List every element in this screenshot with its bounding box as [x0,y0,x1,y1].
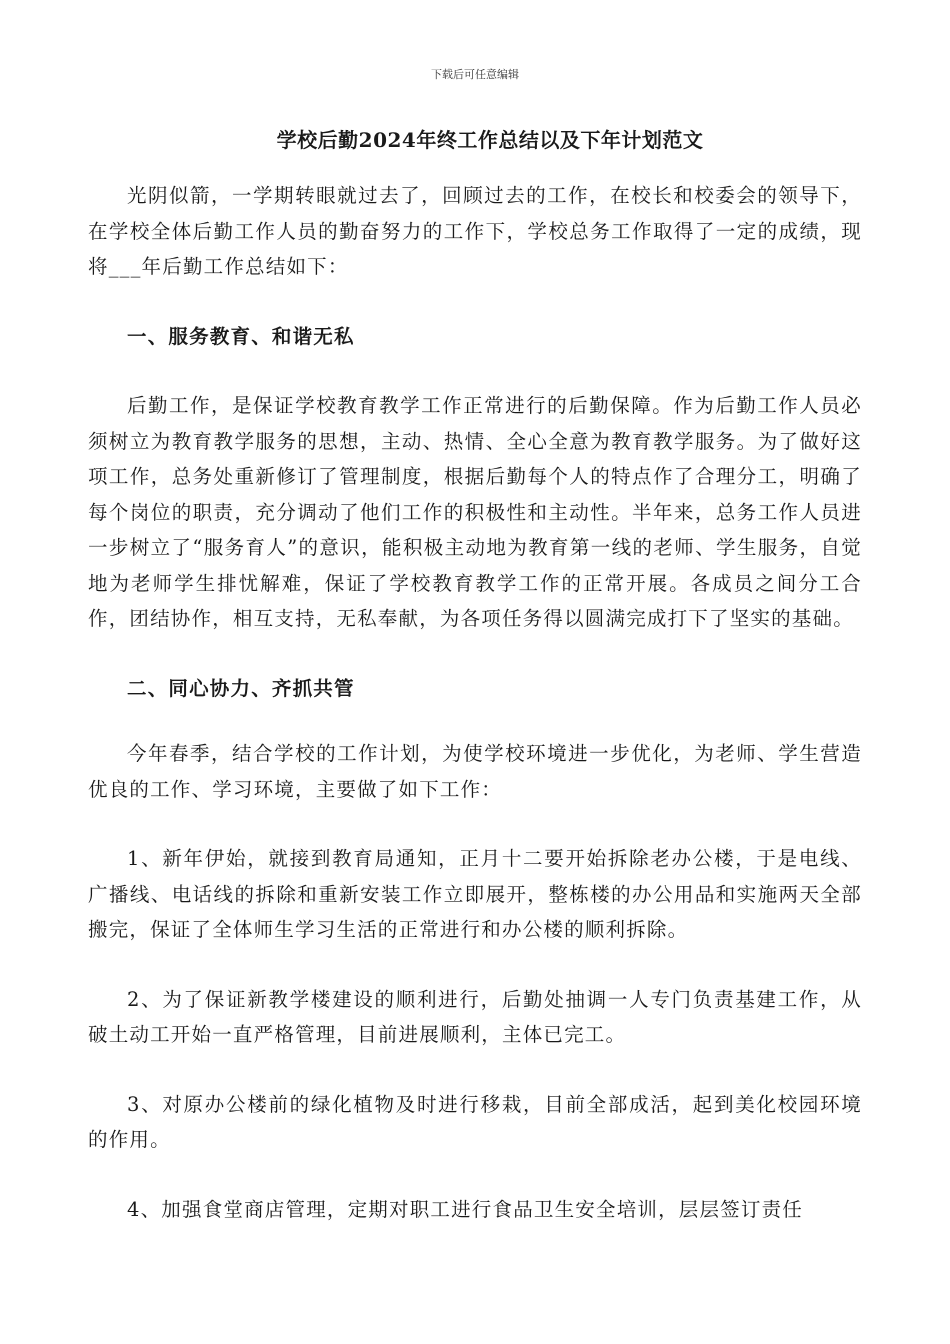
header-note: 下载后可任意编辑 [431,68,519,81]
section-1-paragraph: 后勤工作，是保证学校教育教学工作正常进行的后勤保障。作为后勤工作人员必须树立为教育教学服务的思想，主动、热情、全心全意为教育教学服务。为了做好这项工作，总务处重新修订了管理制度，根据后勤每个人的特点作了合理分工，明确了每个岗位的职责，充分调动了他们工作的积极性和主动性。半年来，总务工作人员进一步树立了“服务育人”的意识，能积极主动地为教育第一线的老师、学生服务，自觉地为老师学生排忧解难，保证了学校教育教学工作的正常开展。各成员之间分工合作，团结协作，相互支持，无私奉献，为各项任务得以圆满完成打下了坚实的基础。 [88,394,862,630]
list-item-1: 1、新年伊始，就接到教育局通知，正月十二要开始拆除老办公楼，于是电线、广播线、电话线的拆除和重新安装工作立即展开，整栋楼的办公用品和实施两天全部搬完，保证了全体师生学习生活的正常进行和办公楼的顺利拆除。 [88,847,862,941]
intro-paragraph: 光阴似箭，一学期转眼就过去了，回顾过去的工作，在校长和校委会的领导下，在学校全体后勤工作人员的勤奋努力的工作下，学校总务工作取得了一定的成绩，现将___年后勤工作总结如下： [88,184,862,278]
document-body [88,178,862,1227]
list-item-4: 4、加强食堂商店管理，定期对职工进行食品卫生安全培训，层层签订责任 [127,1197,804,1221]
section-2-heading: 二、同心协力、齐抓共管 [127,676,355,700]
list-item-2: 2、为了保证新教学楼建设的顺利进行，后勤处抽调一人专门负责基建工作，从破土动工开始一直严格管理，目前进展顺利，主体已完工。 [88,987,862,1046]
section-2-intro: 今年春季，结合学校的工作计划，为使学校环境进一步优化，为老师、学生营造优良的工作、学习环境，主要做了如下工作： [88,742,862,801]
section-1-heading: 一、服务教育、和谐无私 [127,324,355,348]
document-title: 学校后勤2024年终工作总结以及下年计划范文 [276,128,704,152]
list-item-3: 3、对原办公楼前的绿化植物及时进行移栽，目前全部成活，起到美化校园环境的作用。 [88,1092,862,1151]
